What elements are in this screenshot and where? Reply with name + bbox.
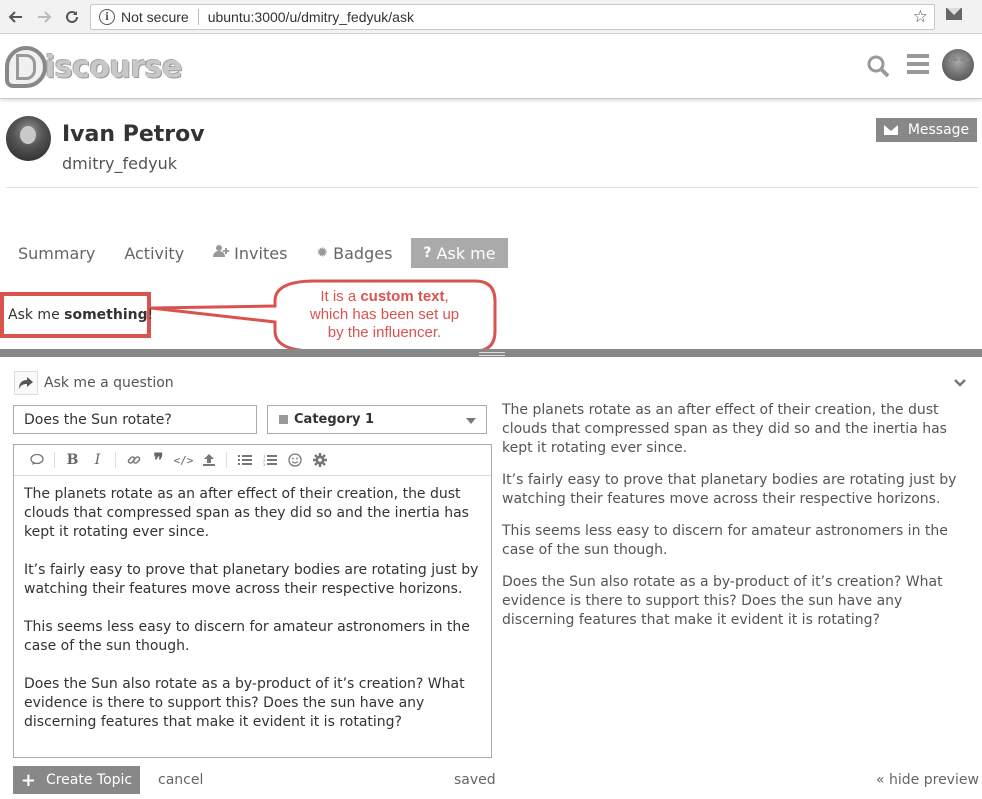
editor-paragraph: The planets rotate as an after effect of their creation, the dust clouds that compressed span as they did so and the inertia has kept it rotating ever since. [24,486,469,540]
callout-line-1-prefix: It is a [320,288,361,305]
message-button-label: Message [907,122,970,138]
certificate-icon: ✹ [316,245,329,261]
callout-line-1 [282,288,487,306]
composer-action-title: Ask me a question [44,375,174,391]
tab-badges-label: Badges [333,243,393,263]
tab-invites-label: Invites [234,243,288,263]
gear-icon[interactable] [307,449,332,471]
toolbar-divider [226,452,227,468]
numbered-list-icon[interactable] [257,449,282,471]
hamburger-menu-icon[interactable] [907,54,929,76]
logo-bubble-icon [5,46,47,88]
emoji-icon[interactable] [282,449,307,471]
profile-avatar [6,116,51,161]
reload-icon[interactable] [61,6,83,28]
tab-summary[interactable] [8,238,105,268]
callout-text [282,288,487,342]
hide-preview-link[interactable]: « hide preview [876,772,979,788]
info-icon[interactable]: i [99,9,115,25]
create-topic-label: Create Topic [45,772,133,788]
topic-title-input[interactable] [13,405,257,434]
custom-text-prefix: Ask me [8,307,65,323]
chevron-down-icon[interactable] [953,376,967,390]
tab-badges[interactable] [306,238,402,268]
discourse-logo[interactable] [5,45,182,89]
url-text[interactable]: ubuntu:3000/u/dmitry_fedyuk/ask [207,9,414,25]
logo-text: iscourse [45,49,182,85]
toolbar-divider [54,452,55,468]
custom-text-bold: something [64,307,148,323]
forward-arrow-icon[interactable] [33,6,55,28]
editor-textarea[interactable] [14,476,491,760]
grip-handle-icon[interactable] [479,352,505,356]
callout-line-1-suffix: , [444,288,449,305]
tab-invites[interactable] [203,238,297,268]
site-header [0,35,982,99]
address-separator [198,9,199,25]
tab-summary-label: Summary [18,243,96,263]
plus-icon: + [20,769,36,791]
message-button[interactable] [876,118,977,142]
back-arrow-icon[interactable] [5,6,27,28]
browser-toolbar [0,0,982,34]
preview-paragraph: Does the Sun also rotate as a by-product of it’s creation? What evidence is there to support this? Does the sun have any discerning features that make it evident it is rotating? [502,574,943,628]
user-plus-icon [213,244,229,262]
svg-text:3: 3 [262,461,266,467]
composer-preview [502,401,974,643]
create-topic-button[interactable] [13,766,140,794]
mail-icon[interactable] [946,8,962,20]
preview-paragraph: This seems less easy to discern for amateur astronomers in the case of the sun though. [502,523,948,558]
editor-paragraph: This seems less easy to discern for amateur astronomers in the case of the sun though. [24,619,470,654]
tab-ask-me-label: Ask me [436,243,496,263]
callout-line-3: by the influencer. [327,324,442,341]
security-label: Not secure [121,9,189,25]
bold-icon[interactable]: B [66,452,79,468]
preview-paragraph: The planets rotate as an after effect of their creation, the dust clouds that compressed span as they did so and the inertia has kept it rotating ever since. [502,402,947,456]
svg-text:1: 1 [262,453,266,459]
link-icon[interactable] [121,449,146,471]
tab-activity[interactable] [114,238,194,268]
callout-line-1-bold: custom text [360,288,445,305]
profile-divider [6,187,978,188]
editor-paragraph: It’s fairly easy to prove that planetary bodies are rotating just by watching their features move across their respective horizons. [24,562,479,597]
custom-text-suffix: ! [147,307,154,323]
bullet-list-icon[interactable] [232,449,257,471]
preview-paragraph: It’s fairly easy to prove that planetary bodies are rotating just by watching their features move across their respective horizons. [502,472,957,507]
question-icon: ? [423,245,432,261]
profile-username: dmitry_fedyuk [62,154,178,173]
category-swatch [279,415,288,424]
blockquote-icon[interactable]: ❞ [153,449,164,471]
composer-editor[interactable] [13,444,492,758]
address-bar[interactable] [90,4,935,30]
code-icon[interactable]: </> [173,453,194,467]
category-select[interactable] [267,405,487,434]
upload-icon[interactable] [196,449,221,471]
editor-toolbar [14,445,491,476]
envelope-icon [884,125,898,135]
star-icon[interactable]: ☆ [912,7,928,26]
reply-share-icon[interactable] [14,371,38,395]
category-select-value: Category 1 [294,412,375,427]
callout-line-2: which has been set up [309,306,460,323]
cancel-link[interactable]: cancel [158,772,204,788]
saved-status: saved [454,772,496,788]
svg-text:2: 2 [262,457,266,463]
editor-paragraph: Does the Sun also rotate as a by-product of it’s creation? What evidence is there to support this? Does the sun have any discerning features that make it evident it is rotating? [24,676,465,730]
italic-icon[interactable]: I [94,452,101,468]
tab-activity-label: Activity [124,243,185,263]
quote-bubble-icon[interactable] [24,449,49,471]
current-user-avatar[interactable] [942,49,974,81]
profile-tabs [8,238,517,268]
caret-down-icon [466,418,476,424]
toolbar-divider [115,452,116,468]
tab-ask-me[interactable] [411,238,507,268]
custom-text-box [0,292,154,338]
search-icon[interactable] [866,54,890,78]
profile-name: Ivan Petrov [62,122,205,147]
